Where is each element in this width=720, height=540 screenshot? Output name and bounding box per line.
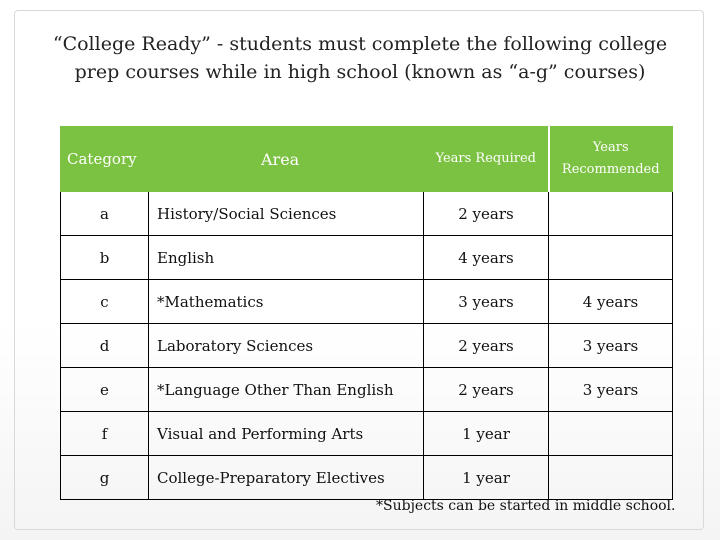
cell-area: College-Preparatory Electives [149,456,424,500]
cell-years-required: 2 years [424,324,549,368]
cell-years-recommended: 3 years [549,368,673,412]
table-row [61,280,673,324]
cell-years-recommended: 4 years [549,280,673,324]
cell-years-recommended [549,456,673,500]
cell-years-required: 1 year [424,456,549,500]
cell-category: e [61,368,149,412]
table-row [61,412,673,456]
table-row [61,192,673,236]
cell-years-required: 2 years [424,192,549,236]
cell-years-required: 3 years [424,280,549,324]
cell-years-recommended [549,236,673,280]
table-row [61,368,673,412]
cell-years-recommended [549,192,673,236]
courses-table [60,126,673,500]
cell-years-recommended [549,412,673,456]
table-row [61,236,673,280]
cell-area: English [149,236,424,280]
cell-area: History/Social Sciences [149,192,424,236]
table-row [61,324,673,368]
cell-area: *Language Other Than English [149,368,424,412]
cell-years-required: 1 year [424,412,549,456]
cell-category: f [61,412,149,456]
header-years-required: Years Required [424,127,549,192]
cell-category: d [61,324,149,368]
table-header-row [61,127,673,192]
cell-area: *Mathematics [149,280,424,324]
header-category: Category [61,127,149,192]
slide-title: “College Ready” - students must complete the following college prep courses while in high school (known as “a-g” courses) [52,33,668,83]
cell-area: Laboratory Sciences [149,324,424,368]
cell-years-required: 2 years [424,368,549,412]
table-row [61,456,673,500]
footnote: *Subjects can be started in middle school. [376,498,676,514]
header-years-recommended: Years Recommended [549,127,673,192]
cell-years-recommended: 3 years [549,324,673,368]
cell-years-required: 4 years [424,236,549,280]
cell-category: a [61,192,149,236]
cell-category: b [61,236,149,280]
cell-category: c [61,280,149,324]
cell-category: g [61,456,149,500]
table-body [61,192,673,500]
header-area: Area [149,127,424,192]
cell-area: Visual and Performing Arts [149,412,424,456]
